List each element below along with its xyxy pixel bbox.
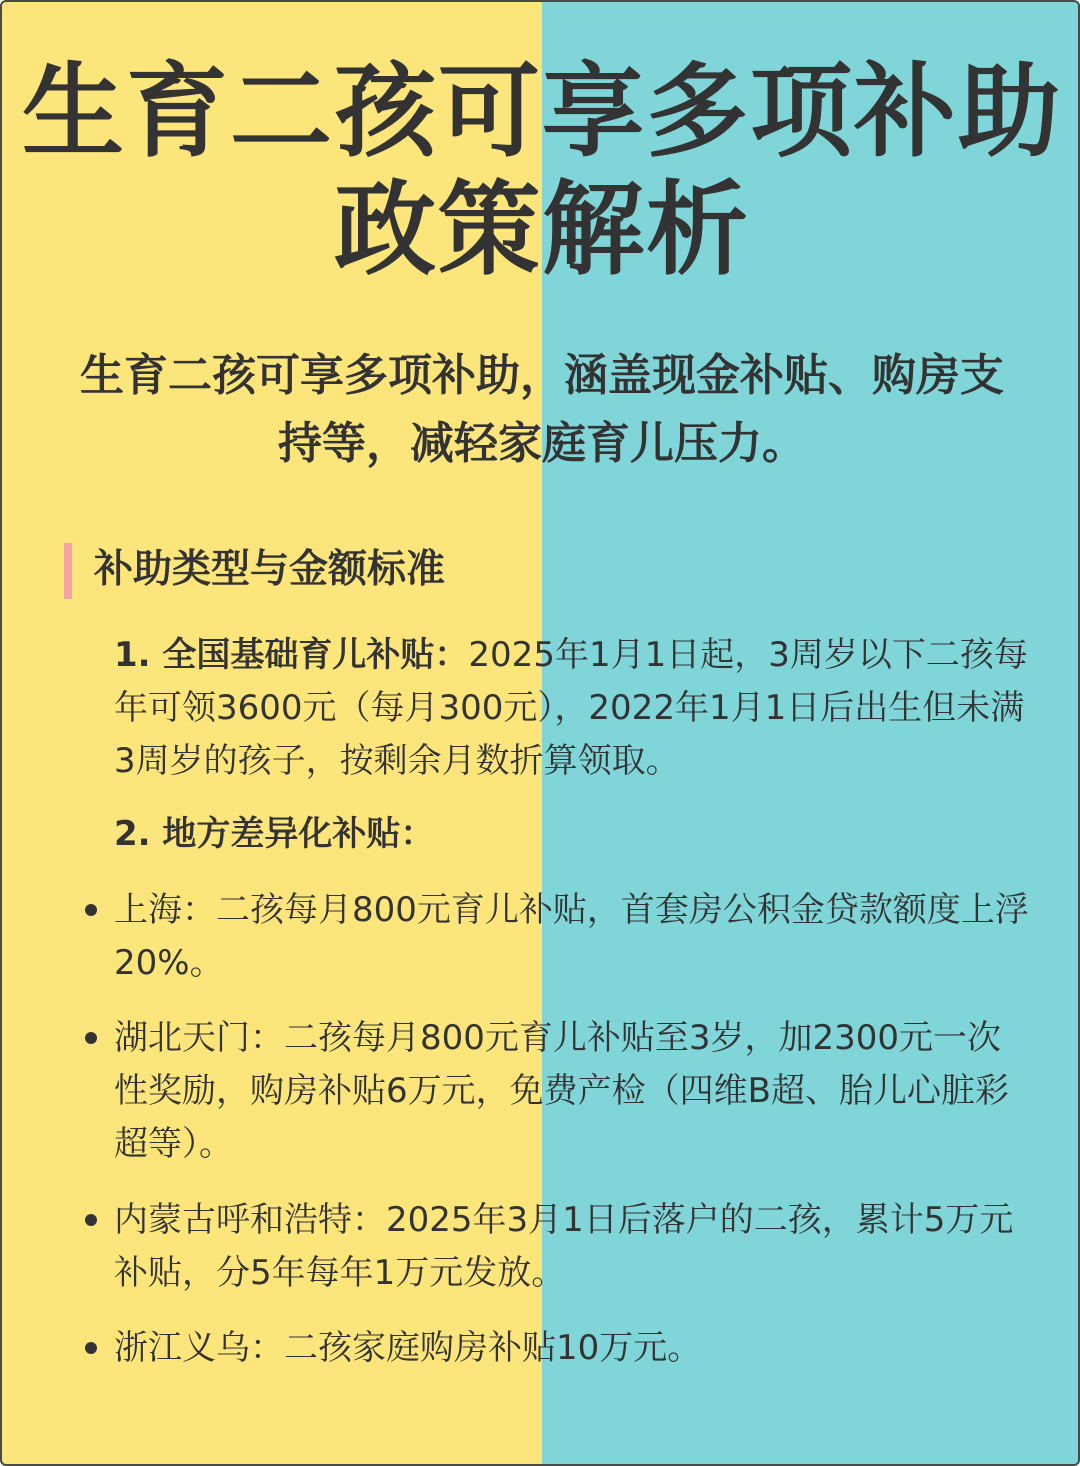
list-item-tianmen: 湖北天门：二孩每月800元育儿补贴至3岁，加2300元一次性奖励，购房补贴6万元，免费产检（四维B超、胎儿心脏彩超等）。 <box>114 1018 1009 1164</box>
section-heading: 补助类型与金额标准 <box>94 547 446 592</box>
bullet-dot-icon <box>85 1214 97 1226</box>
local-subsidy-heading: 2. 地方差异化补贴： <box>114 814 435 854</box>
list-item-shanghai: 上海：二孩每月800元育儿补贴，首套房公积金贷款额度上浮20%。 <box>114 890 1029 983</box>
page-title: 生育二孩可享多项补助政策解析 <box>22 53 1062 290</box>
national-subsidy-paragraph <box>114 629 1034 788</box>
bullet-dot-icon <box>85 1342 97 1354</box>
national-subsidy-label: 1. 全国基础育儿补贴： <box>114 635 469 675</box>
national-subsidy-text: 2025年1月1日起，3周岁以下二孩每年可领3600元（每月300元），2022年1月1日后出生但未满3周岁的孩子，按剩余月数折算领取。 <box>114 635 1028 781</box>
list-item-hohhot: 内蒙古呼和浩特：2025年3月1日后落户的二孩，累计5万元补贴，分5年每年1万元发放。 <box>114 1200 1014 1293</box>
page-subtitle: 生育二孩可享多项补助，涵盖现金补贴、购房支持等，减轻家庭育儿压力。 <box>80 350 1004 469</box>
list-item-yiwu: 浙江义乌：二孩家庭购房补贴10万元。 <box>114 1328 702 1368</box>
bullet-dot-icon <box>85 1032 97 1044</box>
bullet-dot-icon <box>85 904 97 916</box>
section-accent-bar <box>64 543 72 599</box>
